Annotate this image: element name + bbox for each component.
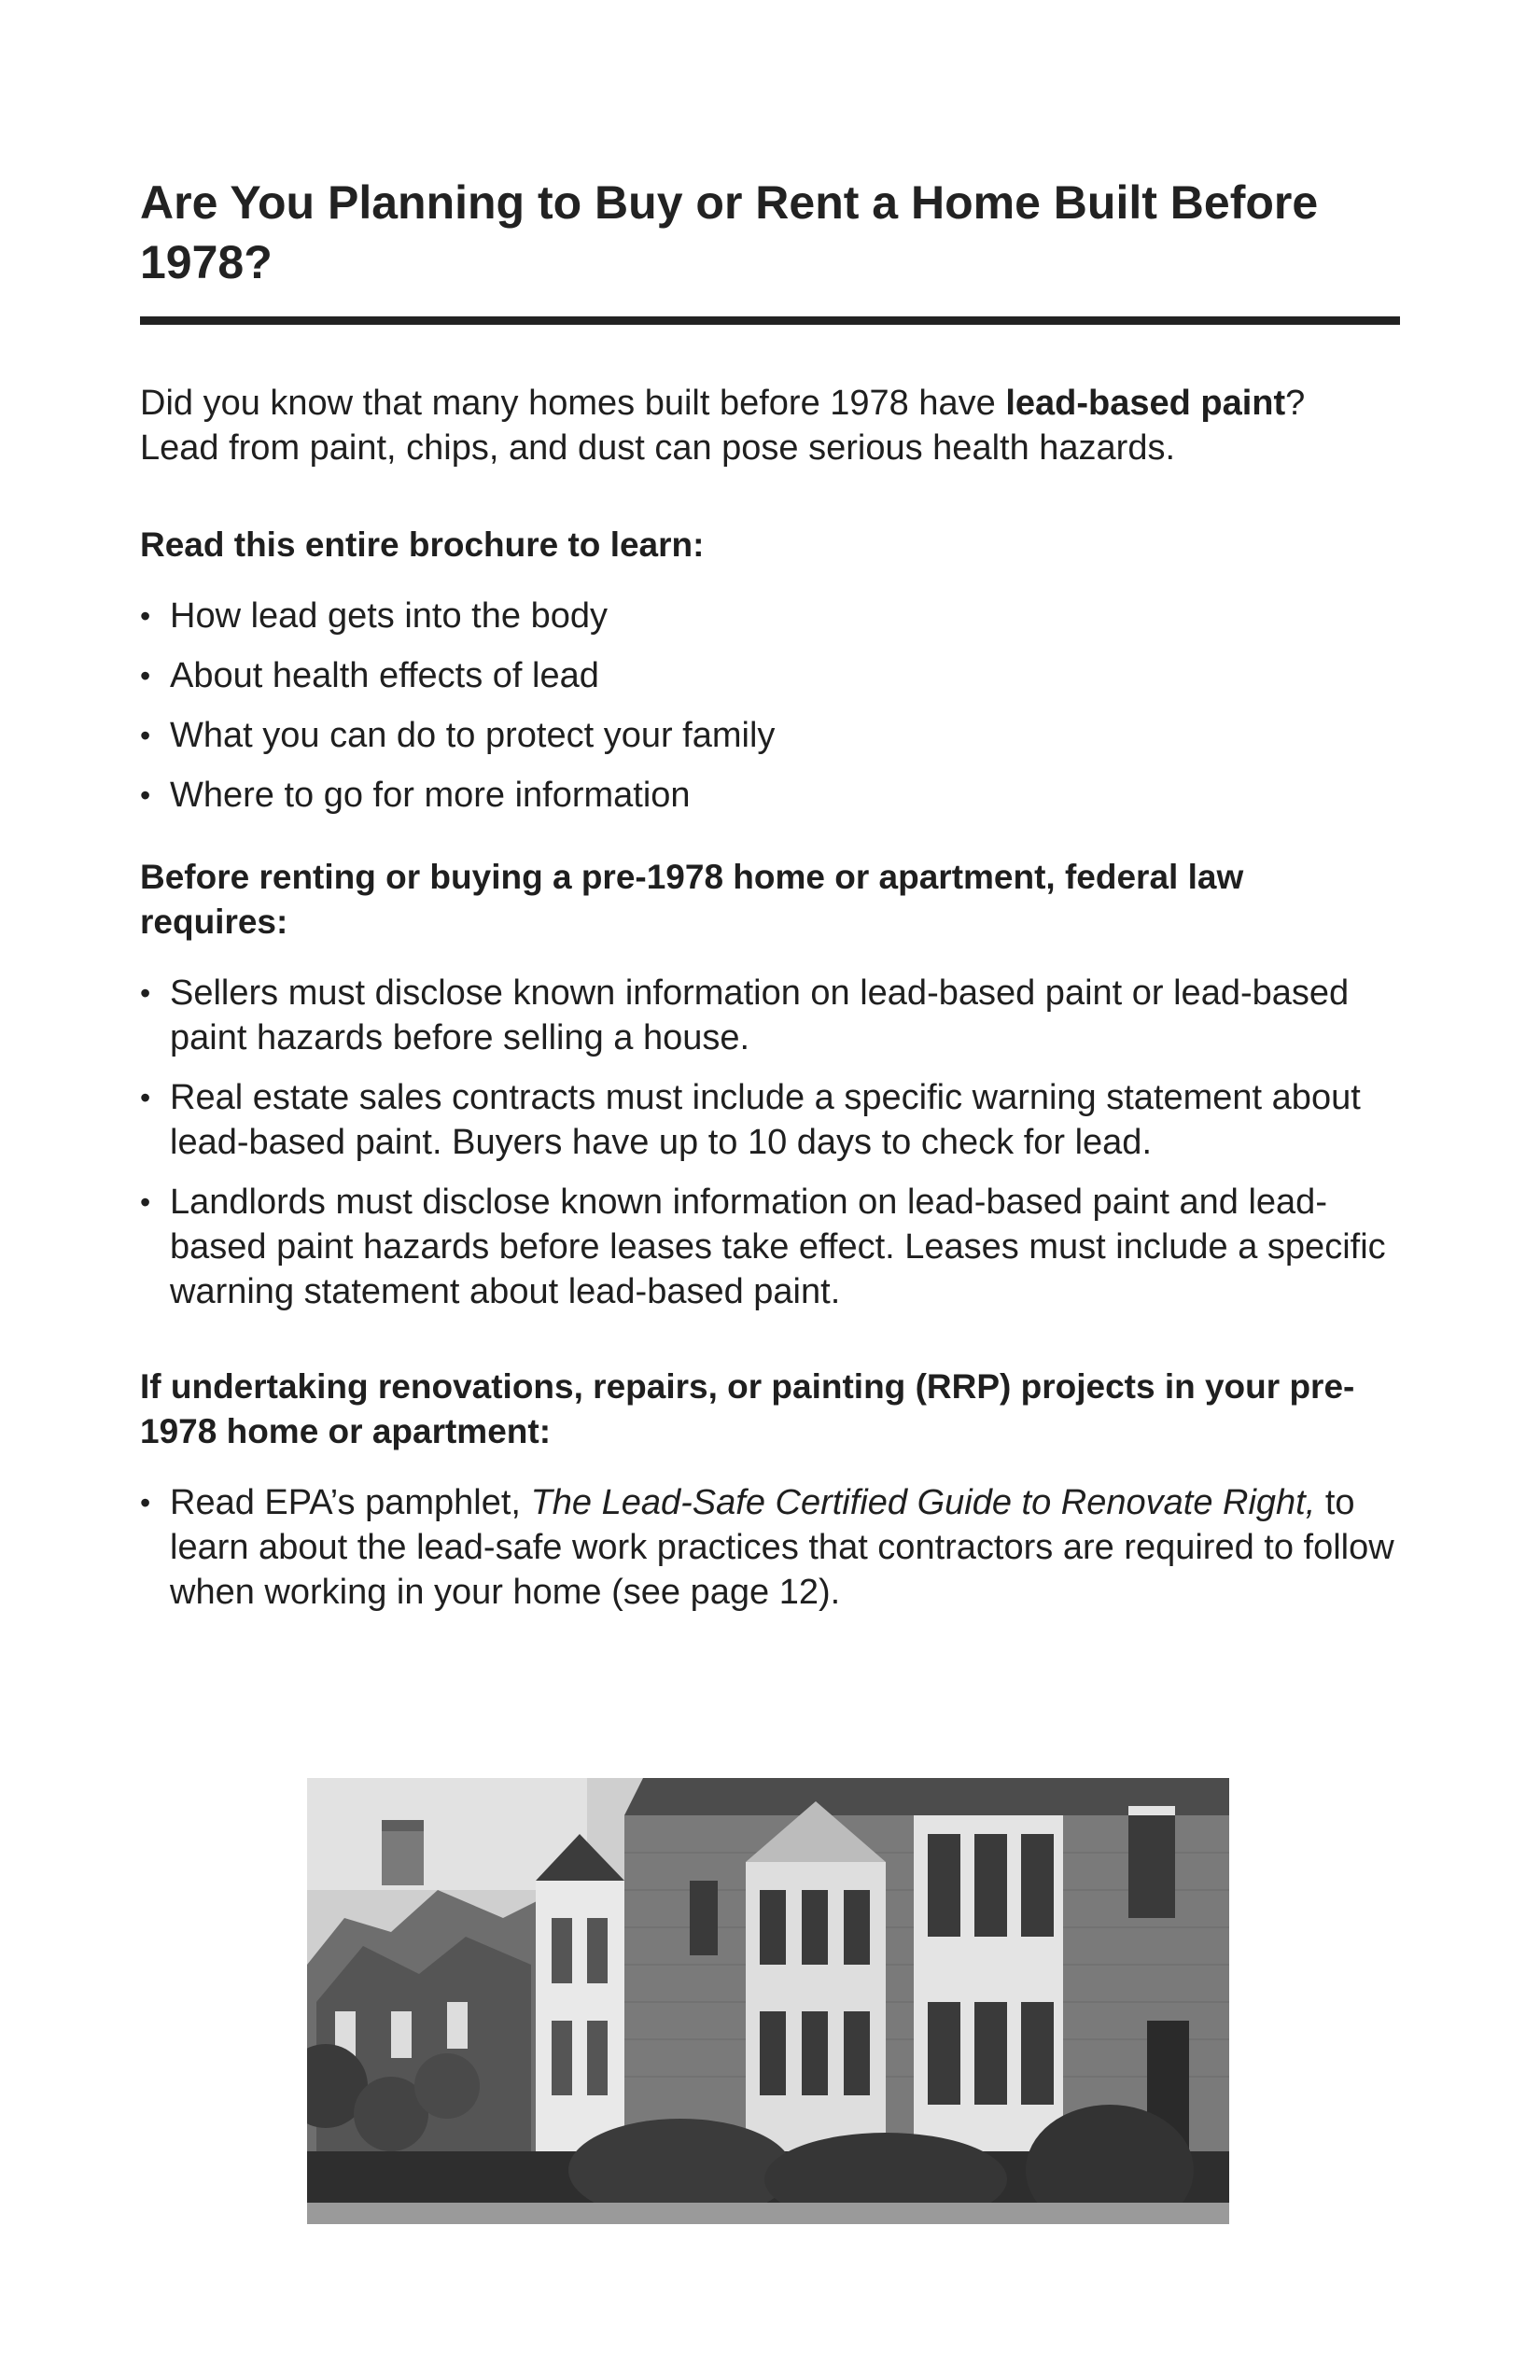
section2-list [140,971,1400,1314]
intro-text-after: ? Lead from paint, chips, and dust can pose serious health hazards. [140,384,1306,468]
title-divider [140,316,1400,325]
intro-paragraph [140,381,1391,470]
item-text-before: Read EPA’s pamphlet, [170,1483,531,1522]
pamphlet-title: The Lead-Safe Certified Guide to Renovate Right, [530,1483,1316,1522]
page-title: Are You Planning to Buy or Rent a Home Built Before 1978? [140,176,1319,288]
intro-bold-term: lead-based paint [1005,384,1286,423]
list-item: • Where to go for more information [140,773,1400,818]
list-item [140,1480,1400,1615]
list-item: • How lead gets into the body [140,594,1400,638]
list-item: • Landlords must disclose known information on lead-based paint and lead-based paint hazards before leases take effect. Leases must include a specific warning statement about lead-based paint. [140,1180,1400,1314]
section1-heading: Read this entire brochure to learn: [140,525,705,564]
brochure-page [140,173,1400,1630]
list-item: • Sellers must disclose known information on lead-based paint or lead-based paint hazards before selling a house. [140,971,1400,1060]
list-item: • Real estate sales contracts must include a specific warning statement about lead-based paint. Buyers have up to 10 days to check for lead. [140,1075,1400,1165]
item-text-after: to learn about the lead-safe work practices that contractors are required to follow when working in your home (see page 12). [170,1483,1394,1612]
section3-heading: If undertaking renovations, repairs, or painting (RRP) projects in your pre-1978 home or apartment: [140,1367,1355,1450]
section2-heading: Before renting or buying a pre-1978 home or apartment, federal law requires: [140,858,1244,941]
section3-list [140,1480,1400,1615]
row-houses-photo [307,1778,1229,2224]
section1-list [140,594,1400,818]
intro-text-before: Did you know that many homes built before 1978 have [140,384,1006,423]
list-item: • About health effects of lead [140,653,1400,698]
list-item: • What you can do to protect your family [140,713,1400,758]
